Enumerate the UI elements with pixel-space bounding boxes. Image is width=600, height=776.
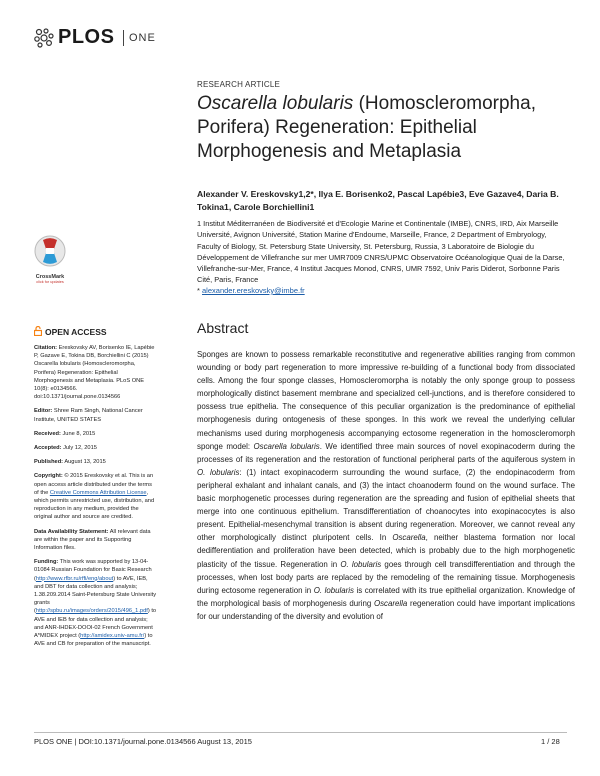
copyright-block — [34, 472, 158, 521]
email-marker: * — [197, 286, 200, 295]
title-rest: (Homoscleromorpha, Porifera) Regeneration: Epithelial Morphogenesis and Metaplasia — [197, 93, 536, 162]
accepted-block — [34, 444, 158, 452]
editor-label: Editor: — [34, 408, 53, 415]
logo-text: PLOS — [58, 26, 115, 48]
abstract-heading: Abstract — [197, 320, 249, 336]
corresponding-email — [197, 286, 305, 295]
footer-citation: PLOS ONE | DOI:10.1371/journal.pone.0134566 August 13, 2015 — [34, 737, 252, 746]
article-title — [197, 92, 557, 164]
open-lock-icon — [34, 326, 42, 336]
copyright-label: Copyright: — [34, 473, 63, 480]
footer-divider — [34, 732, 567, 733]
copyright-text: © 2015 Ereskovsky et al. This is an open access article distributed under the terms of the — [34, 473, 154, 496]
crossmark-label: CrossMark — [35, 274, 65, 280]
plos-one-logo[interactable] — [34, 26, 234, 50]
email-link[interactable]: alexander.ereskovsky@imbe.fr — [202, 286, 305, 295]
received-block — [34, 430, 158, 438]
abstract-text: regeneration could have important implications for our understanding of the diversity and evolution of — [197, 598, 576, 621]
crossmark-icon — [30, 234, 70, 268]
copyright-text-end: , which permits unrestricted use, distribution, and reproduction in any medium, provided the original author and source are credited. — [34, 489, 155, 521]
funding-text: ) to AVE, IEB, and DBT for data collection and analysis; 1.38.209.2014 Saint-Petersburg State University grants ( — [34, 575, 157, 615]
funding-label: Funding: — [34, 559, 59, 566]
accepted-label: Accepted: — [34, 445, 62, 452]
citation-text: Ereskovsky AV, Borisenko IE, Lapébie P, Gazave E, Tokina DB, Borchiellini C (2015) Oscarella lobularis (Homoscleromorpha, Porifera) Regeneration: Epithelial Morphogenesis and Metaplasia. PLoS ONE 10(8): e0134566. doi:10.1371/journal.pone.0134566 — [34, 345, 155, 401]
funding-text: ) to AVE and CB for preparation of the manuscript. — [34, 633, 153, 648]
abstract-text: goes through cell transdifferentiation and through the processes, when lost body parts are replaced by the remodeling of the remaining tissue. Morphogenesis during ectosome regeneration in — [197, 559, 575, 595]
abstract-italic: Oscarella — [392, 533, 426, 543]
published-date: August 13, 2015 — [63, 459, 106, 466]
abstract-italic: Oscarella — [373, 598, 408, 608]
open-access-text: OPEN ACCESS — [45, 327, 107, 337]
editor-block — [34, 407, 158, 423]
license-link[interactable]: Creative Commons Attribution License — [49, 489, 147, 496]
logo-separator — [123, 30, 124, 46]
data-availability-label: Data Availability Statement: — [34, 528, 109, 535]
funding-block — [34, 558, 158, 648]
accepted-date: July 12, 2015 — [61, 445, 97, 452]
abstract-text: Sponges are known to possess remarkable reconstitutive and regenerative abilities ranging from common wounding or body part regeneration to more impressive re-building of a functional body from dissociated cells. Among the four sponge classes, Homoscleromorpha is notably the only sponge group to possess morphologically distinct basement membrane and specialized cell-junctions, and is therefore considered to possess true epithelia. The consequence of this peculiar organization is the predominance of epithelial morphogenesis during ontogenesis of these sponges. In this work we reveal the underlying cellular mechanisms used during morphogenesis accompanying ectosome regeneration in the homoscleromorph sponge model: — [197, 350, 575, 451]
published-block — [34, 458, 158, 466]
plos-dots-icon — [34, 28, 56, 48]
data-availability-block — [34, 528, 158, 553]
logo-journal: ONE — [129, 32, 156, 44]
funding-link-spbu[interactable]: http://spbu.ru/images/orders/2015/496_1.pdf — [35, 608, 148, 615]
funding-text: ) to AVE and IEB for data collection and analysis; and ANR-IHDEX-DOOI-02 French Government A*MIDEX project ( — [34, 608, 157, 640]
affiliations: 1 Institut Méditerranéen de Biodiversité et d'Ecologie Marine et Continentale (IMBE), CNRS, IRD, Aix Marseille Université, Avignon Université, Station Marine d'Endoume, Marseille, France, 2 Department of Embryology, Faculty of Biology, St. Petersburg State University, St. Petersburg, Russia, 3 Laboratoire de Biologie du Développement de Villefranche sur mer UMR7009 CNRS/UPMC Observatoire Océanologique Quai de la Darse, Villefranche-sur-Mer, France, 4 Institut Jacques Monod, CNRS, UMR 7592, Univ Paris Diderot, Sorbonne Paris Cité, Paris, France — [197, 219, 565, 285]
abstract-body — [197, 348, 575, 623]
funding-link-rfbr[interactable]: http://www.rfbr.ru/rffi/eng/about — [35, 575, 114, 582]
citation-label: Citation: — [34, 345, 58, 351]
data-availability-text: All relevant data are within the paper and its Supporting Information files. — [34, 528, 151, 552]
funding-text: This work was supported by 13-04-01084 Russian Foundation for Basic Research ( — [34, 559, 152, 582]
abstract-italic: O. lobularis — [197, 467, 240, 477]
article-metadata-sidebar — [34, 344, 158, 655]
title-italic: Oscarella lobularis — [197, 93, 354, 114]
funding-link-amidex[interactable]: http://amidex.univ-amu.fr/ — [80, 633, 145, 640]
open-access-label — [34, 326, 107, 337]
page-number: 1 / 28 — [541, 737, 560, 746]
received-label: Received: — [34, 430, 61, 437]
received-date: June 8, 2015 — [60, 430, 96, 437]
published-label: Published: — [34, 459, 64, 466]
abstract-italic: Oscarella lobularis — [253, 441, 320, 451]
article-type: RESEARCH ARTICLE — [197, 80, 281, 89]
abstract-text: is correlated with its true epithelial organization. Knowledge of the morphological basis of morphogenesis during — [197, 585, 575, 608]
citation-block — [34, 344, 158, 401]
abstract-italic: O. lobularis — [313, 585, 354, 595]
editor-text: Shree Ram Singh, National Cancer Institute, UNITED STATES — [34, 408, 143, 423]
crossmark-badge[interactable] — [30, 234, 70, 282]
author-list: Alexander V. Ereskovsky1,2*, Ilya E. Borisenko2, Pascal Lapébie3, Eve Gazave4, Daria B. Tokina1, Carole Borchiellini1 — [197, 189, 559, 212]
abstract-text: . We identified three main sources of novel exopinacoderm during the processes of its regeneration and the restoration of functional peripheral parts of the aquiferous system in — [197, 441, 575, 464]
abstract-text: : (1) intact exopinacoderm surrounding the wound surface, (2) the endopinacoderm from peripheral exhalant and inhalant canals, and (3) the intact choanoderm found on the wound surface. The basic morphogenetic processes during regeneration are the spreading and fusion of epithelial sheets that merge into one continuous epithelium. Transdifferentiation of choanocytes into exopinacocytes is also present. Epithelial-mesenchymal transition is absent during regeneration. Moreover, we cannot reveal any other morphologically distinct pluripotent cells. In — [197, 467, 575, 543]
abstract-italic: O. lobularis — [340, 559, 382, 569]
crossmark-sub: click for updates — [36, 280, 64, 284]
abstract-text: , neither blastema formation nor local dedifferentiation and proliferation have been detected, which is probably due to the high morphogenetic plasticity of the tissue. Regeneration in — [197, 533, 575, 569]
